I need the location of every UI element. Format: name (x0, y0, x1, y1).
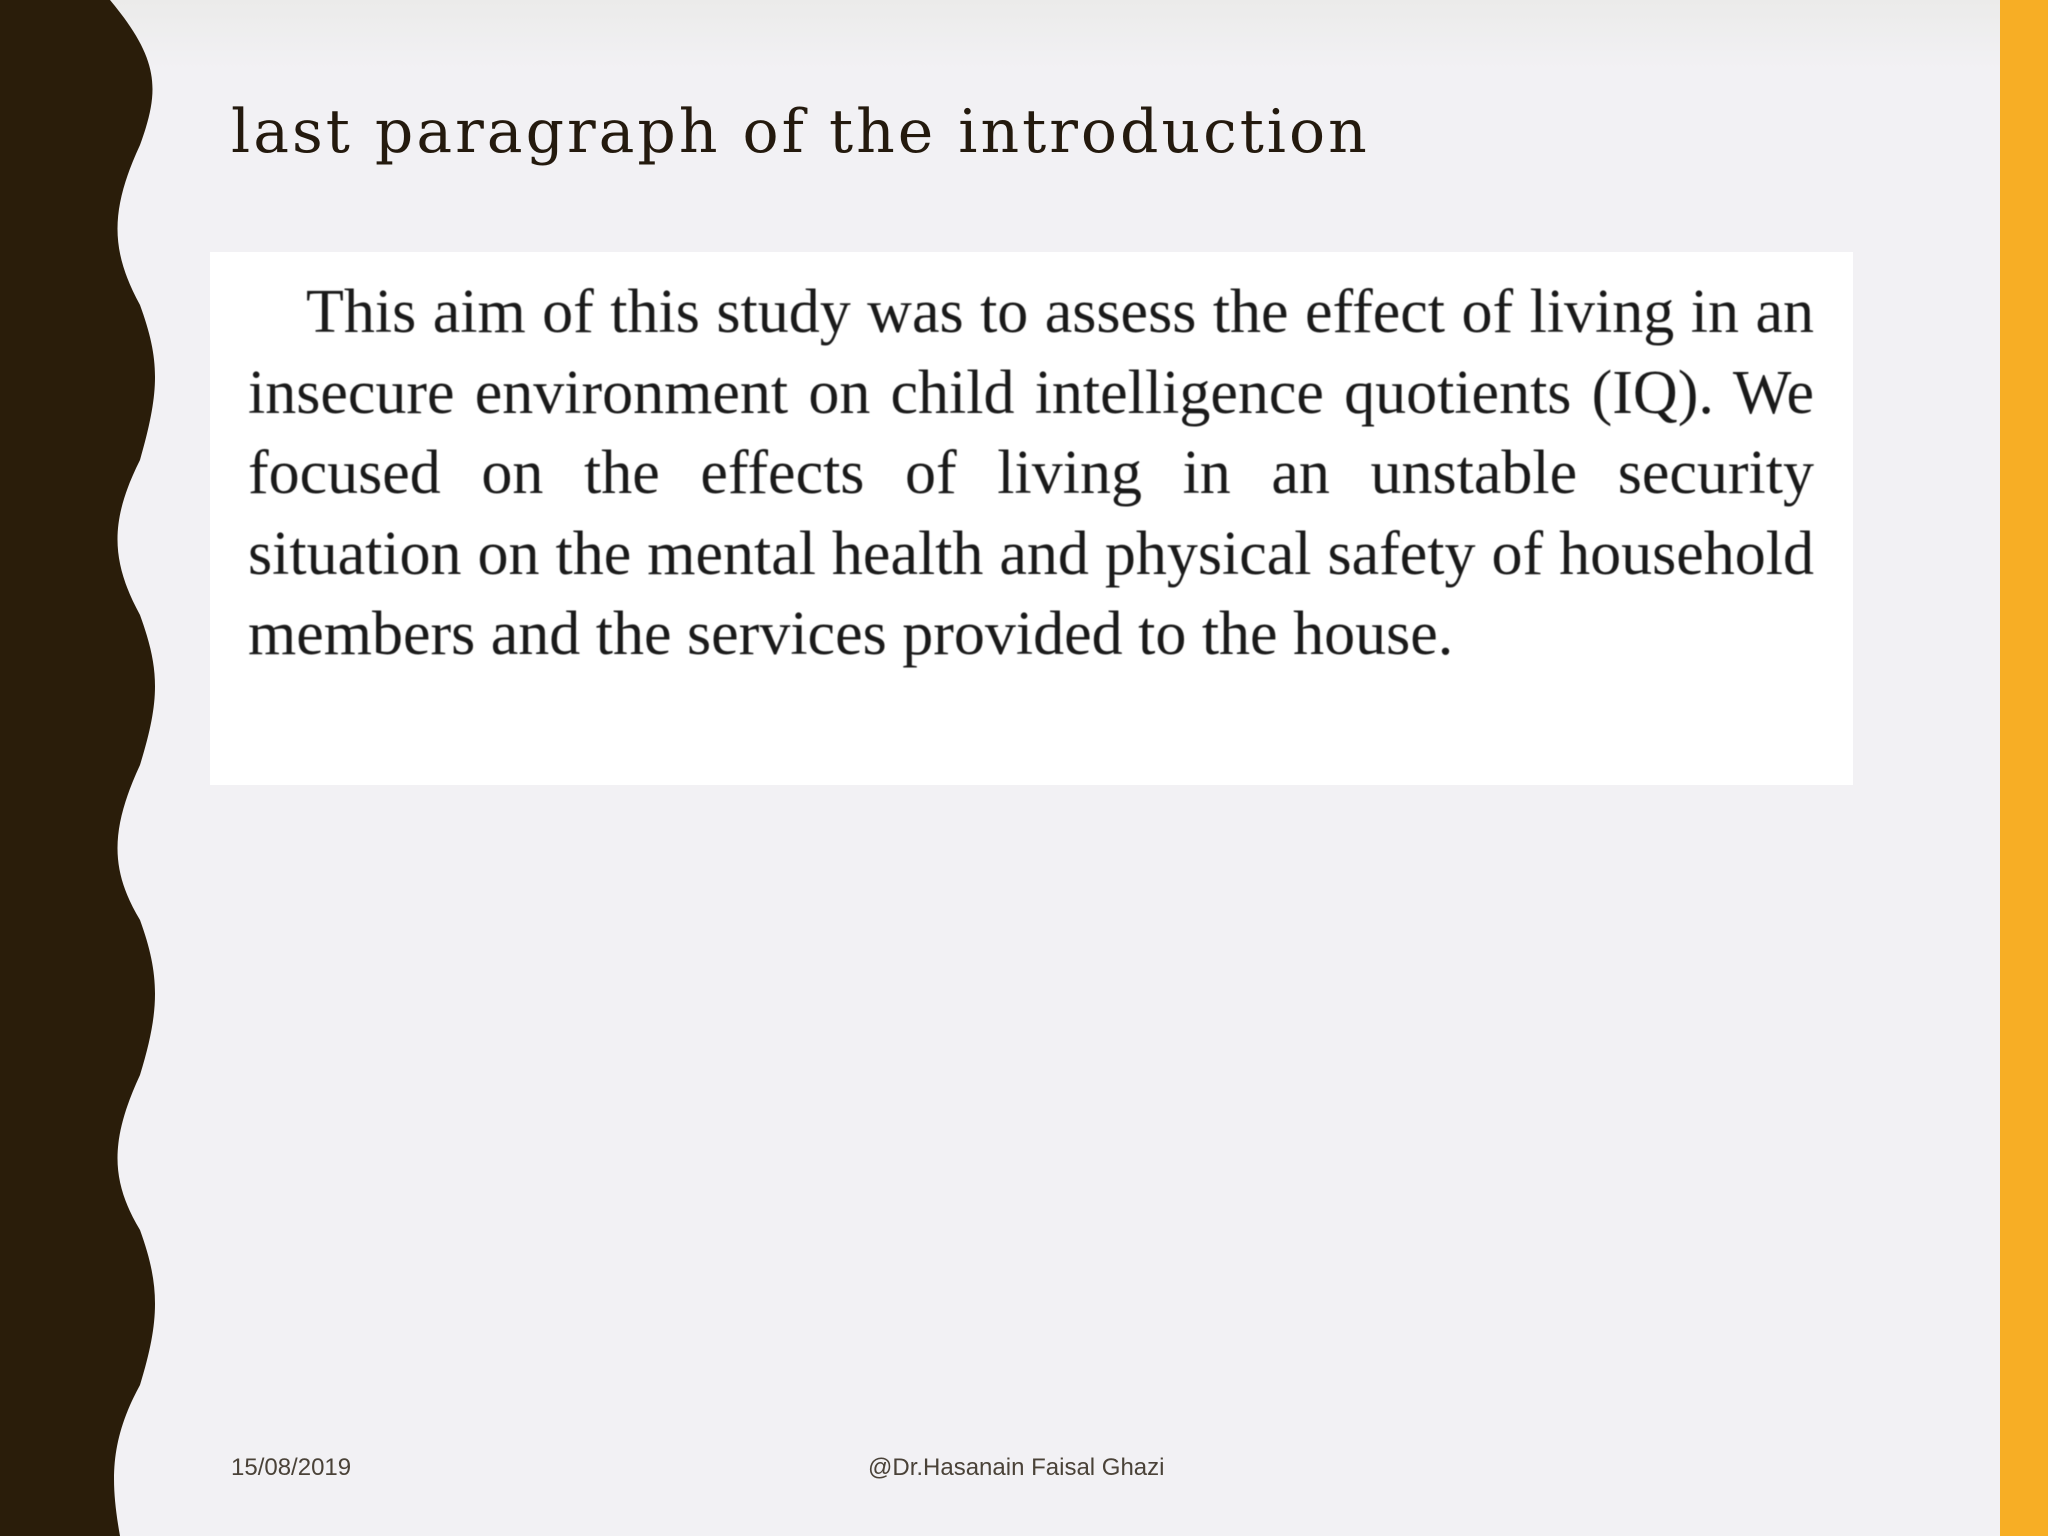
footer-author: @Dr.Hasanain Faisal Ghazi (868, 1454, 1165, 1481)
excerpt-image (210, 252, 1853, 785)
footer-date: 15/08/2019 (231, 1454, 352, 1481)
wavy-border-decoration (0, 0, 200, 1536)
accent-bar (2000, 0, 2048, 1536)
slide-title: last paragraph of the introduction (231, 97, 1370, 167)
excerpt-text: This aim of this study was to assess the effect of living in an insecure environment on child intelligence quotients (IQ). We focused on the effects of living in an unstable security situation on the mental health and physical safety of household members and the services provided to the house. (248, 278, 1814, 668)
top-shading (110, 0, 2000, 70)
